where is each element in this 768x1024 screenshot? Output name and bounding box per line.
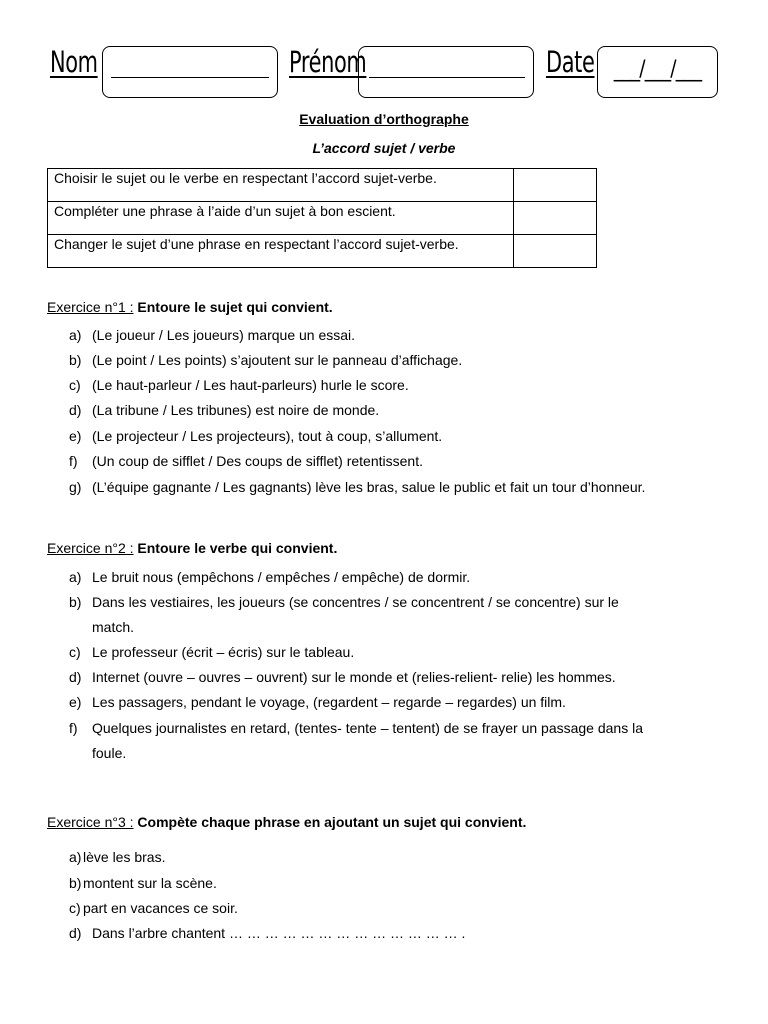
table-row	[48, 202, 597, 235]
list-item: b) montent sur la scène.	[69, 875, 217, 891]
nom-label: Nom	[50, 45, 98, 79]
exercise3-instruction: Compète chaque phrase en ajoutant un sujet qui convient.	[137, 814, 527, 830]
list-item: c) Le professeur (écrit – écris) sur le tableau.	[69, 644, 355, 660]
list-item: b) Dans les vestiaires, les joueurs (se concentres / se concentrent / se concentre) sur le	[69, 594, 619, 610]
exercise1-instruction: Entoure le sujet qui convient.	[137, 299, 333, 315]
exercise2-instruction: Entoure le verbe qui convient.	[137, 540, 338, 556]
prenom-field[interactable]	[358, 46, 534, 98]
list-item: g) (L’équipe gagnante / Les gagnants) lève les bras, salue le public et fait un tour d’honneur.	[69, 479, 646, 495]
exercise1-label: Exercice n°1 :	[47, 299, 134, 315]
skills-table	[47, 168, 597, 268]
nom-line	[111, 77, 269, 78]
table-row	[48, 169, 597, 202]
skill-evaluation-cell[interactable]	[514, 235, 597, 268]
list-item-continuation: foule.	[92, 745, 127, 761]
exercise3-heading	[47, 814, 526, 830]
nom-field[interactable]	[102, 46, 278, 98]
list-item: e) (Le projecteur / Les projecteurs), tout à coup, s’allument.	[69, 428, 443, 444]
exercise1-heading	[47, 299, 333, 315]
page-subtitle: L’accord sujet / verbe	[312, 140, 456, 156]
exercise3-label: Exercice n°3 :	[47, 814, 134, 830]
date-placeholder: ___/___/___	[613, 57, 702, 82]
skill-evaluation-cell[interactable]	[514, 169, 597, 202]
list-item-continuation: match.	[92, 619, 135, 635]
page-title: Evaluation d’orthographe	[299, 111, 469, 127]
prenom-line	[369, 77, 525, 78]
date-field[interactable]	[597, 46, 718, 98]
list-item: f) Quelques journalistes en retard, (tentes- tente – tentent) de se frayer un passage dans la	[69, 720, 643, 736]
list-item: d) Internet (ouvre – ouvres – ouvrent) sur le monde et (relies-relient- relie) les hommes.	[69, 669, 616, 685]
list-item: c) (Le haut-parleur / Les haut-parleurs) hurle le score.	[69, 377, 409, 393]
exercise2-label: Exercice n°2 :	[47, 540, 134, 556]
list-item: a) lève les bras.	[69, 849, 166, 865]
prenom-label: Prénom	[289, 45, 367, 79]
list-item: a) Le bruit nous (empêchons / empêches / empêche) de dormir.	[69, 569, 471, 585]
list-item: a) (Le joueur / Les joueurs) marque un essai.	[69, 327, 356, 343]
date-label: Date	[546, 45, 595, 79]
table-row	[48, 235, 597, 268]
skill-text: Changer le sujet d’une phrase en respectant l’accord sujet-verbe.	[48, 235, 514, 268]
list-item: c) part en vacances ce soir.	[69, 900, 238, 916]
list-item: d) (La tribune / Les tribunes) est noire de monde.	[69, 402, 380, 418]
skill-text: Compléter une phrase à l’aide d’un sujet à bon escient.	[48, 202, 514, 235]
list-item: f) (Un coup de sifflet / Des coups de sifflet) retentissent.	[69, 453, 423, 469]
list-item: d) Dans l’arbre chantent … … … … … … … … … … … … … .	[69, 925, 466, 941]
exercise2-heading	[47, 540, 337, 556]
skill-evaluation-cell[interactable]	[514, 202, 597, 235]
skill-text: Choisir le sujet ou le verbe en respectant l’accord sujet-verbe.	[48, 169, 514, 202]
list-item: b) (Le point / Les points) s’ajoutent sur le panneau d’affichage.	[69, 352, 463, 368]
list-item: e) Les passagers, pendant le voyage, (regardent – regarde – regardes) un film.	[69, 694, 566, 710]
